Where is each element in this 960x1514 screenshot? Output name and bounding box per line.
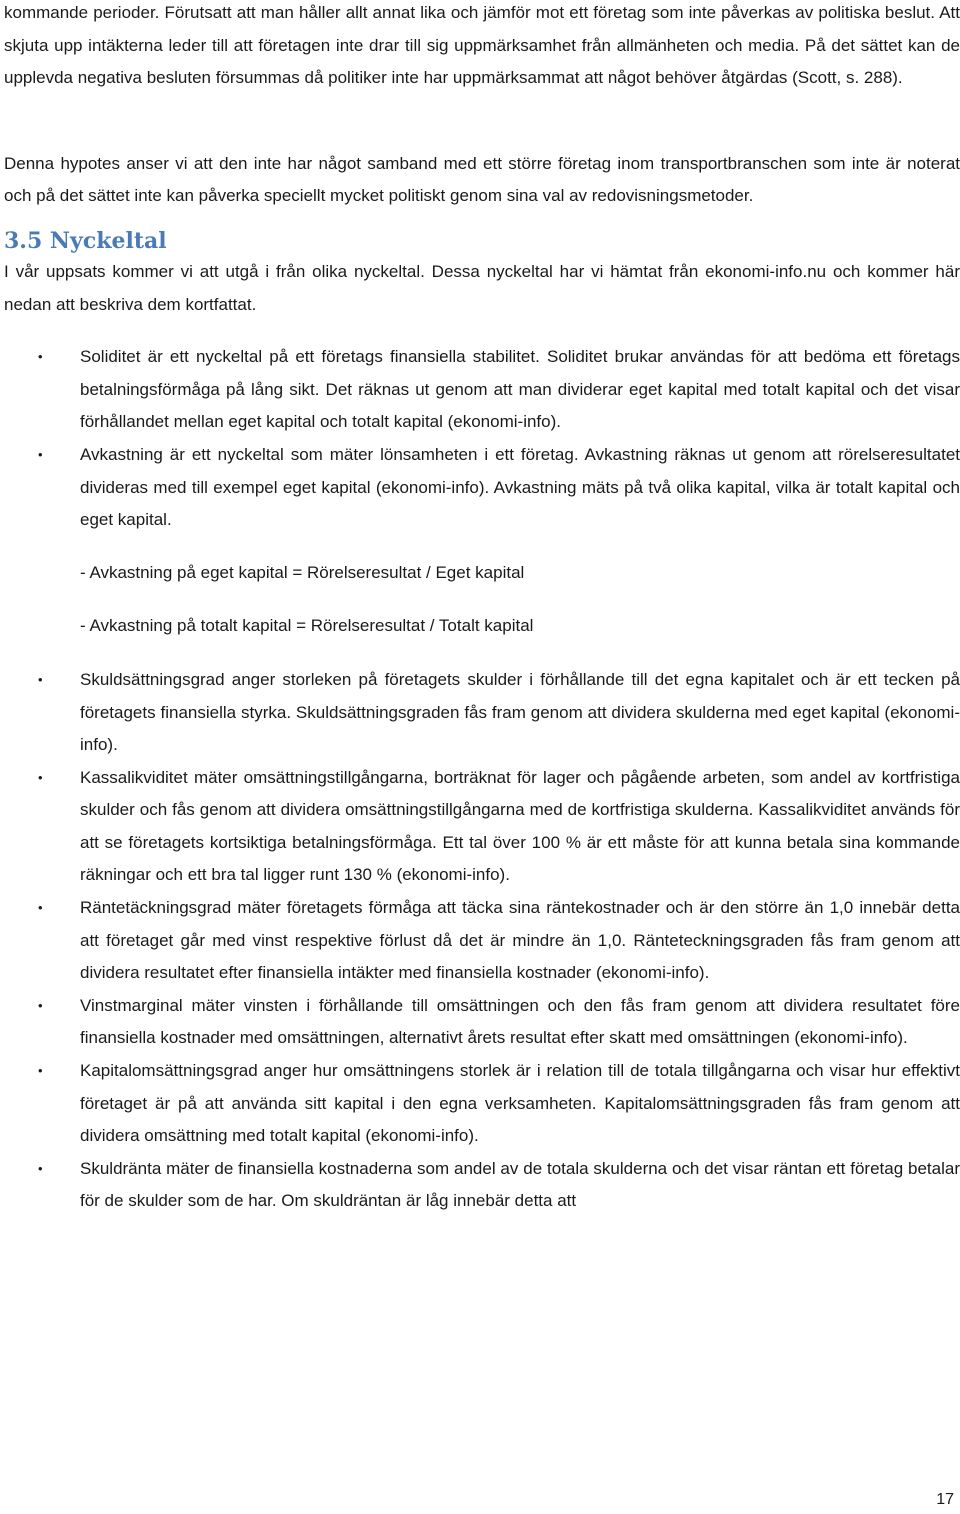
list-item-text: Räntetäckningsgrad mäter företagets förmåga att täcka sina räntekostnader och är den större än 1,0 innebär detta att företaget går med vinst respektive förlust då det är mindre än 1,0. Ränteteckningsgraden fås fram genom att dividera resultatet efter finansiella intäkter med finansiella kostnader (ekonomi-info). — [80, 898, 960, 983]
formula-return-on-total-capital: - Avkastning på totalt kapital = Rörelseresultat / Totalt kapital — [80, 616, 534, 636]
list-item-skuldsattningsgrad — [4, 664, 960, 762]
document-page — [4, 0, 960, 1218]
list-item-text: Skuldränta mäter de finansiella kostnaderna som andel av de totala skulderna och det visar räntan ett företag betalar för de skulder som de har. Om skuldräntan är låg innebär detta att — [80, 1158, 960, 1211]
list-item-rantetackningsgrad — [4, 892, 960, 990]
list-item-vinstmarginal — [4, 990, 960, 1055]
list-item-text: Soliditet är ett nyckeltal på ett företags finansiella stabilitet. Soliditet brukar användas för att bedöma ett företags betalningsförmåga på lång sikt. Det räknas ut genom att man dividerar eget kapital med totalt kapital och det visar förhållandet mellan eget kapital och totalt kapital (ekonomi-info). — [80, 347, 960, 432]
list-item-avkastning — [4, 439, 960, 537]
bullet-icon: • — [38, 769, 43, 785]
list-item-skuldranta — [4, 1153, 960, 1218]
paragraph-hypothesis: Denna hypotes anser vi att den inte har något samband med ett större företag inom transportbranschen som inte är noterat och på det sättet inte kan påverka speciellt mycket politiskt genom sina val av redovisningsmetoder. — [4, 153, 960, 206]
bullet-icon: • — [38, 900, 43, 916]
paragraph-political-decisions: kommande perioder. Förutsatt att man håller allt annat lika och jämför mot ett företag som inte påverkas av politiska beslut. Att skjuta upp intäkterna leder till att företagen inte drar till sig uppmärksamhet från allmänheten och media. På det sättet kan de upplevda negativa besluten försummas då politiker inte har uppmärksammat att något behöver åtgärdas (Scott, s. 288). — [4, 3, 960, 88]
bullet-icon: • — [38, 997, 43, 1013]
formula-block — [4, 557, 960, 643]
bullet-icon: • — [38, 1063, 43, 1079]
formula-return-on-equity: - Avkastning på eget kapital = Rörelseresultat / Eget kapital — [80, 562, 525, 582]
page-number: 17 — [936, 1491, 954, 1508]
section-intro: I vår uppsats kommer vi att utgå i från olika nyckeltal. Dessa nyckeltal har vi hämtat från ekonomi-info.nu och kommer här nedan att beskriva dem kortfattat. — [4, 261, 960, 314]
bullet-icon: • — [38, 446, 43, 462]
list-item-text: Skuldsättningsgrad anger storleken på företagets skulder i förhållande till det egna kapitalet och är ett tecken på företagets finansiella styrka. Skuldsättningsgraden fås fram genom att dividera skulderna med eget kapital (ekonomi-info). — [80, 669, 960, 755]
section-heading: 3.5 Nyckeltal — [4, 227, 167, 254]
bullet-list-second — [4, 664, 960, 1218]
list-item-kapitalomsattningsgrad — [4, 1055, 960, 1153]
list-item-text: Avkastning är ett nyckeltal som mäter lönsamheten i ett företag. Avkastning räknas ut genom att rörelseresultatet divideras med till exempel eget kapital (ekonomi-info). Avkastning mäts på två olika kapital, vilka är totalt kapital och eget kapital. — [80, 444, 960, 530]
bullet-icon: • — [38, 671, 43, 687]
list-item-soliditet — [4, 341, 960, 439]
list-item-kassalikviditet — [4, 762, 960, 892]
list-item-text: Vinstmarginal mäter vinsten i förhållande till omsättningen och den fås fram genom att dividera resultatet före finansiella kostnader med omsättningen, alternativt årets resultat efter skatt med omsättningen (ekonomi-info). — [80, 995, 960, 1048]
bullet-icon: • — [38, 1160, 43, 1176]
bullet-icon: • — [38, 349, 43, 365]
list-item-text: Kapitalomsättningsgrad anger hur omsättningens storlek är i relation till de totala tillgångarna och visar hur effektivt företaget är på att använda sitt kapital i den egna verksamheten. Kapitalomsättningsgraden fås fram genom att dividera omsättning med totalt kapital (ekonomi-info). — [80, 1061, 960, 1146]
list-item-text: Kassalikviditet mäter omsättningstillgångarna, borträknat för lager och pågående arbeten, som andel av kortfristiga skulder och fås genom att dividera omsättningstillgångarna med de kortfristiga skulderna. Kassalikviditet används för att se företagets kortsiktiga betalningsförmåga. Ett tal över 100 % är ett måste för att kunna betala sina kommande räkningar och ett bra tal ligger runt 130 % (ekonomi-info). — [80, 767, 960, 885]
bullet-list-first — [4, 341, 960, 537]
